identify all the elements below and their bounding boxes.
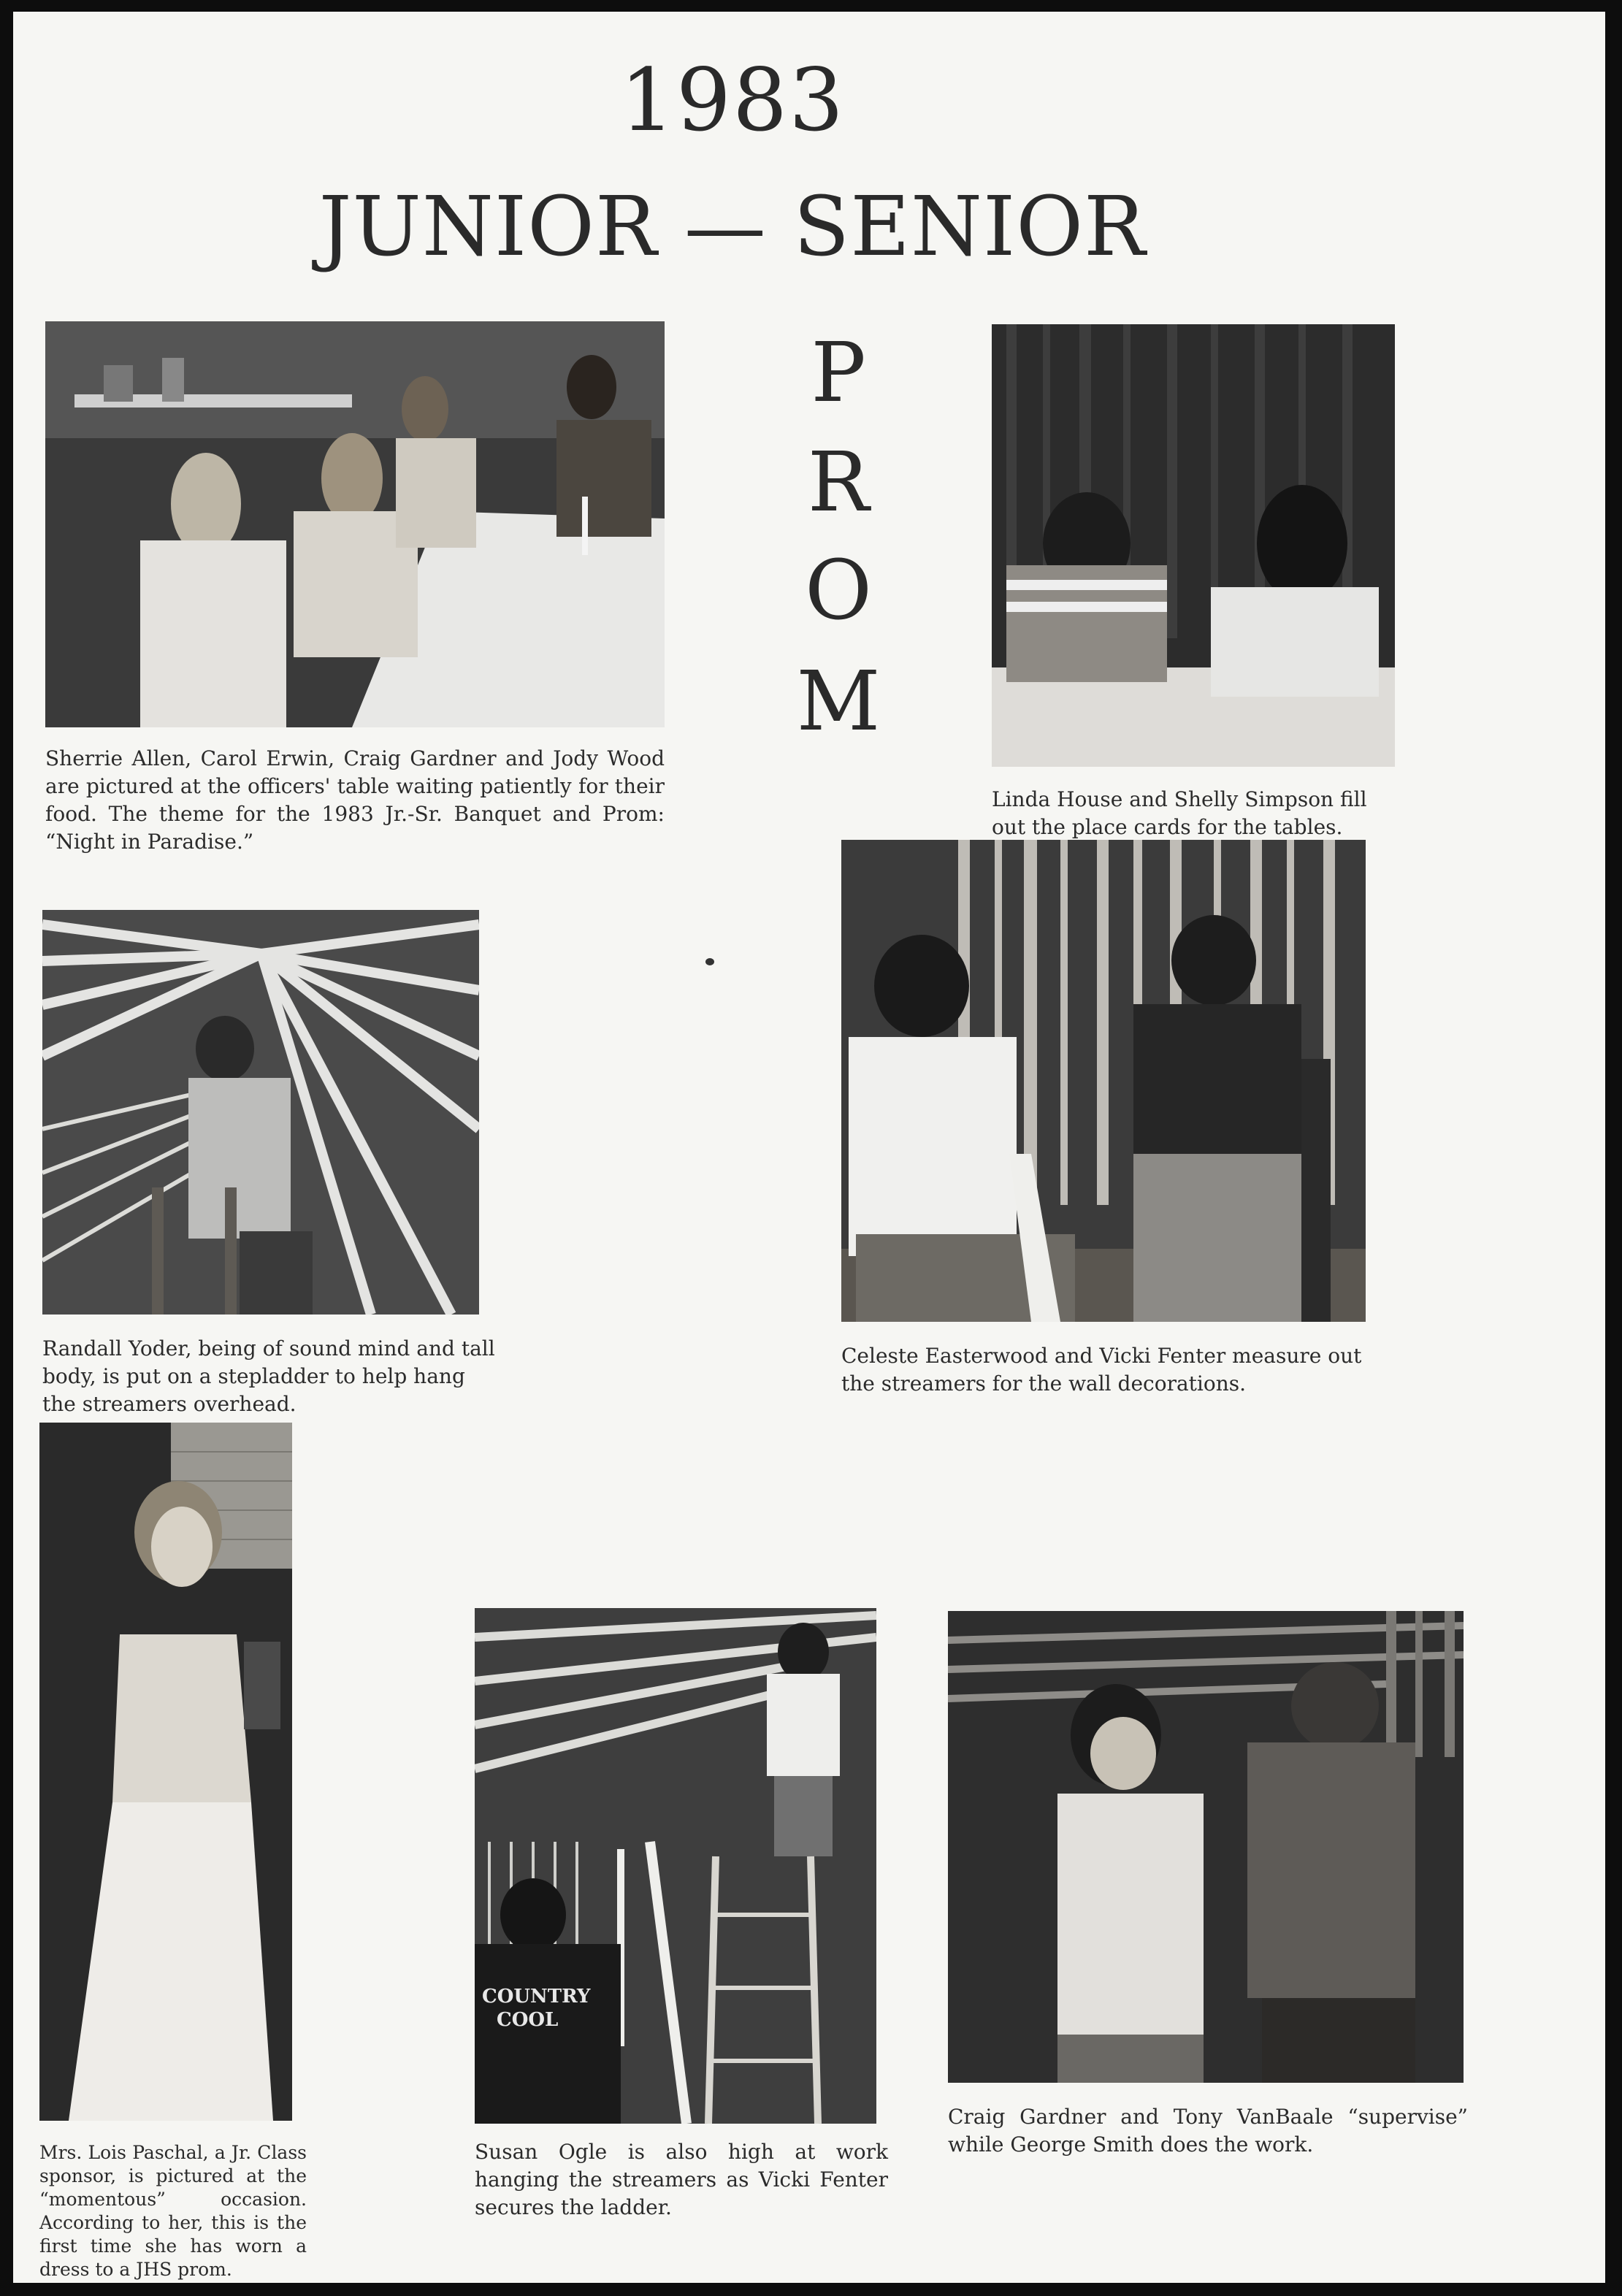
caption-officers-table: Sherrie Allen, Carol Erwin, Craig Gardner and Jody Wood are pictured at the officers' table waiting patiently for their food. The theme for the 1983 Jr.-Sr. Banquet and Prom: “Night in Paradise.”: [45, 746, 665, 854]
caption-measuring: Celeste Easterwood and Vicki Fenter measure out the streamers for the wall decorations.: [841, 1344, 1362, 1396]
yearbook-page: [13, 12, 1605, 2283]
shirt-text-country: COUNTRY: [482, 1986, 591, 2008]
page-title: JUNIOR — SENIOR: [318, 180, 1147, 275]
photo-stepladder: [42, 910, 479, 1315]
shirt-text-cool: COOL: [497, 2009, 559, 2031]
caption-supervise: Craig Gardner and Tony VanBaale “supervise” while George Smith does the work.: [948, 2105, 1468, 2157]
photo-supervise: [948, 1611, 1464, 2083]
photo-measuring: [841, 840, 1366, 1322]
photo-place-cards: [992, 324, 1395, 767]
prom-letter-o: O: [805, 543, 872, 638]
photo-ladder: [475, 1608, 876, 2124]
prom-letter-r: R: [807, 435, 870, 530]
page-year: 1983: [619, 50, 846, 150]
print-speck: [705, 958, 714, 965]
caption-stepladder: Randall Yoder, being of sound mind and tall body, is put on a stepladder to help hang the streamers overhead.: [42, 1336, 495, 1416]
caption-place-cards: Linda House and Shelly Simpson fill out the place cards for the tables.: [992, 787, 1367, 839]
prom-letter-m: M: [796, 654, 881, 749]
caption-sponsor: Mrs. Lois Paschal, a Jr. Class sponsor, is pictured at the “momentous” occasion. According to her, this is the first time she has worn a dress to a JHS prom.: [39, 2142, 307, 2280]
photo-officers-table: [45, 321, 665, 727]
prom-letter-p: P: [811, 326, 866, 421]
caption-ladder: Susan Ogle is also high at work hanging the streamers as Vicki Fenter secures the ladder.: [475, 2140, 888, 2219]
photo-sponsor: [39, 1423, 292, 2121]
